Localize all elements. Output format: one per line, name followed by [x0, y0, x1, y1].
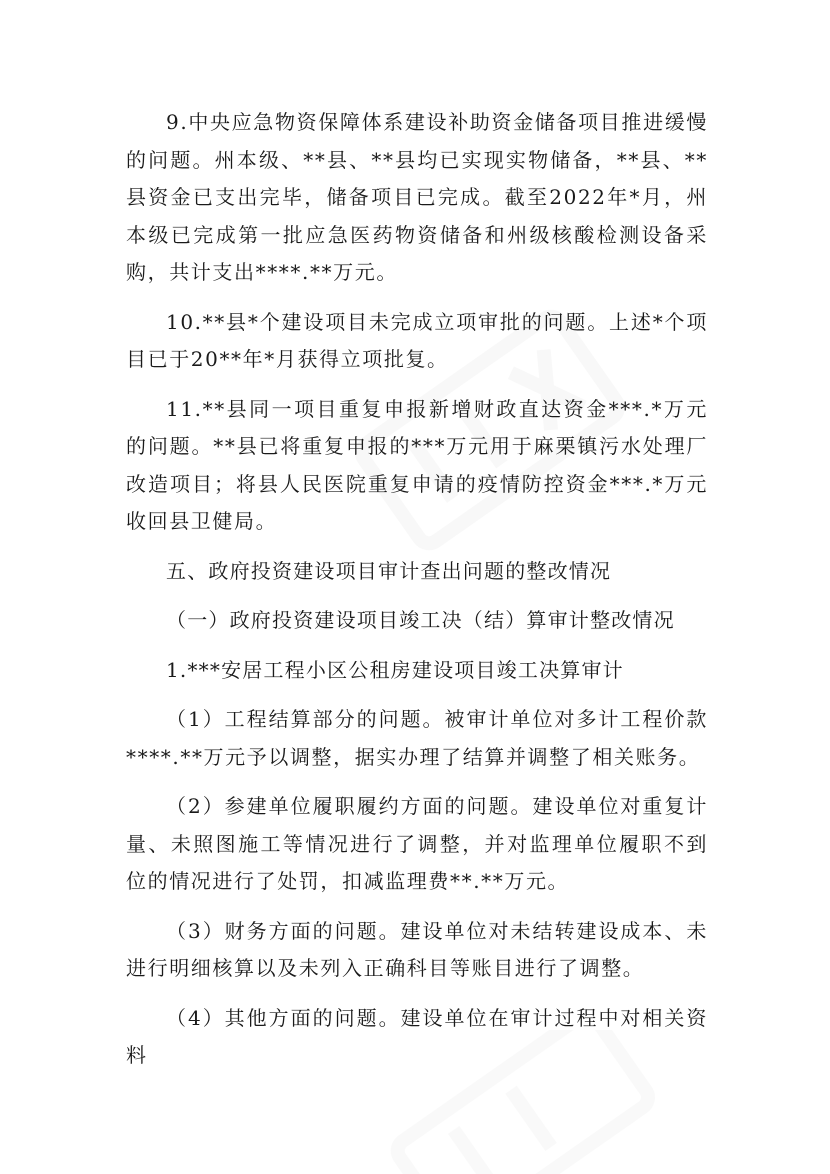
item-heading-1: 1.***安居工程小区公租房建设项目竣工决算审计	[166, 657, 624, 682]
paragraph-10: 10.**县*个建设项目未完成立项审批的问题。上述*个项目已于20**年*月获得立项批复。	[126, 309, 708, 371]
paragraph-item-4: （4）其他方面的问题。建设单位在审计过程中对相关资料	[126, 1005, 708, 1067]
paragraph-11: 11.**县同一项目重复申报新增财政直达资金***.*万元的问题。**县已将重复申报的***万元用于麻栗镇污水处理厂改造项目；将县人民医院重复申请的疫情防控资金***.*万元收回县卫健局。	[126, 396, 708, 533]
section-heading-5: 五、政府投资建设项目审计查出问题的整改情况	[166, 558, 612, 583]
paragraph-item-2: （2）参建单位履职履约方面的问题。建设单位对重复计量、未照图施工等情况进行了调整，并对监理单位履职不到位的情况进行了处罚，扣减监理费**.**万元。	[126, 794, 708, 893]
document-body	[126, 104, 708, 1075]
paragraph-item-1: （1）工程结算部分的问题。被审计单位对多计工程价款****.**万元予以调整，据实办理了结算并调整了相关账务。	[126, 707, 708, 769]
paragraph-item-3: （3）财务方面的问题。建设单位对未结转建设成本、未进行明细核算以及未列入正确科目等账目进行了调整。	[126, 918, 708, 980]
paragraph-9: 9.中央应急物资保障体系建设补助资金储备项目推进缓慢的问题。州本级、**县、**县均已实现实物储备，**县、**县资金已支出完毕，储备项目已完成。截至2022年*月，州本级已完成第一批应急医药物资储备和州级核酸检测设备采购，共计支出****.**万元。	[126, 110, 708, 284]
subsection-heading-1: （一）政府投资建设项目竣工决（结）算审计整改情况	[166, 608, 675, 632]
